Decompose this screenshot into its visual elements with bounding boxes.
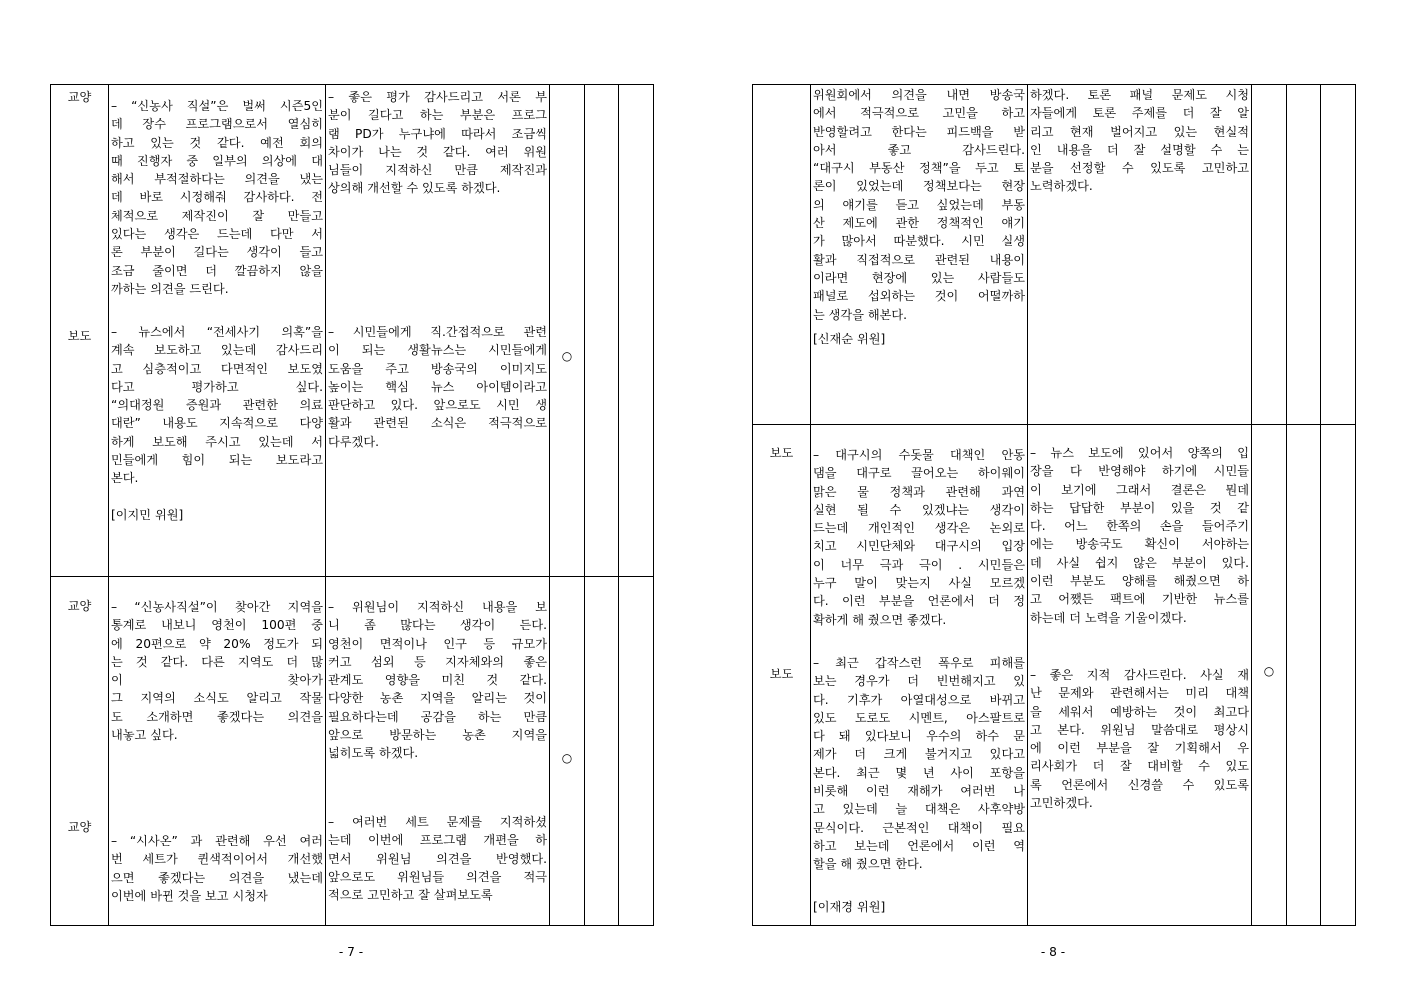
- text-line: 면서 위원님 의견을 반영했다.: [328, 851, 547, 866]
- text-line: 이 보기에 그래서 결론은 뭔데: [1030, 482, 1249, 497]
- text-line: 통계로 내보니 영천이 100편 중: [111, 618, 323, 633]
- text-line: – “신농사직설”이 찾아간 지역을: [111, 600, 323, 614]
- text-line: 는데 이번에 프로그램 개편을 하: [328, 833, 547, 848]
- text-line: 커고 섬외 등 지자체와의 좋은: [328, 654, 547, 669]
- text-line: 도 소개하면 좋겠다는 의견을: [111, 709, 323, 724]
- text-line: – 시민들에게 직.간접적으로 관련: [328, 325, 547, 339]
- text-line: 하고 있는 것 같다. 예전 회의: [111, 135, 323, 150]
- text-line: 민들에게 힘이 되는 보도라고: [111, 453, 323, 468]
- text-line: 산 제도에 관한 정책적인 얘기: [813, 216, 1025, 231]
- blank-cell: [1252, 85, 1287, 425]
- check-mark: ○: [561, 751, 573, 765]
- check-cell: [1252, 425, 1287, 926]
- text-line: 고 심층적이고 다면적인 보도였: [111, 361, 323, 376]
- response-text: [1030, 444, 1249, 627]
- category-label: 교양: [67, 820, 92, 834]
- member-name: [이지민 위원]: [111, 508, 184, 522]
- text-line: 가 많아서 따분했다. 시민 실생: [813, 234, 1025, 249]
- text-line: 고 어쨌든 팩트에 기반한 뉴스를: [1030, 592, 1249, 607]
- text-line: 실현 될 수 있겠냐는 생각이: [813, 502, 1025, 517]
- text-line: 의 얘기를 듣고 싶었는데 부동: [813, 197, 1025, 212]
- text-line: 차이가 나는 것 같다. 여러 위원: [328, 144, 547, 159]
- text-line: 활과 관련된 소식은 적극적으로: [328, 416, 547, 431]
- text-line: 는 것 같다. 다른 지역도 더 많: [111, 654, 323, 669]
- text-line: 분이 길다고 하는 부분은 프로그: [328, 108, 547, 123]
- blank-cell: [1287, 85, 1321, 425]
- text-line: 다. 이런 부분을 언론에서 더 정: [813, 594, 1025, 609]
- response-text: [1030, 86, 1249, 196]
- text-line: 있도 도로도 시멘트, 아스팔트로: [813, 710, 1025, 725]
- text-line: 보는 경우가 더 빈번해지고 있: [813, 674, 1025, 689]
- text-line: – 대구시의 수돗물 대책인 안동: [813, 448, 1025, 462]
- text-line: 에는 방송국도 확신이 서야하는: [1030, 537, 1249, 552]
- category-cell: [753, 425, 811, 926]
- table-row: [753, 425, 1356, 926]
- member-name: [신재순 위원]: [813, 332, 886, 346]
- text-line: 패널로 섭외하는 것이 어떨까하: [813, 289, 1025, 304]
- text-line: – 뉴스에서 “전세사기 의혹”을: [111, 325, 323, 339]
- text-line: 에 20편으로 약 20% 정도가 되: [111, 636, 323, 651]
- text-line: 데 바로 시정해줘 감사하다. 전: [111, 190, 323, 205]
- text-line: 활과 직접적으로 관련된 내용이: [813, 252, 1025, 267]
- page-number: - 7 -: [338, 945, 364, 959]
- text-line: – 좋은 평가 감사드리고 서론 부: [328, 90, 547, 104]
- text-line: 이 찾아가: [111, 673, 323, 688]
- category-cell: [753, 85, 811, 425]
- text-line: 상의해 개선할 수 있도록 하겠다.: [328, 181, 501, 196]
- text-line: 는 생각을 해본다.: [813, 307, 908, 322]
- text-line: 분을 선정할 수 있도록 고민하고: [1030, 161, 1249, 176]
- check-mark: ○: [561, 349, 573, 363]
- text-line: 하게 보도해 주시고 있는데 서: [111, 434, 323, 449]
- text-line: 맑은 물 정책과 관련해 과연: [813, 484, 1025, 499]
- text-line: 다. 기후가 아열대성으로 바뀌고: [813, 692, 1025, 707]
- text-line: 판단하고 있다. 앞으로도 시민 생: [328, 398, 547, 413]
- text-line: 론 부분이 길다는 생각이 들고: [111, 245, 323, 260]
- text-line: 데 사실 쉽지 않은 부분이 있다.: [1030, 555, 1249, 570]
- text-line: 필요하다는데 공감을 하는 만큼: [328, 709, 547, 724]
- text-line: 론이 있었는데 정책보다는 현장: [813, 179, 1025, 194]
- text-line: 체적으로 제작진이 잘 만들고: [111, 208, 323, 223]
- text-line: 다양한 농촌 지역을 알리는 것이: [328, 691, 547, 706]
- opinion-cell: [811, 85, 1028, 425]
- text-line: 록 언론에서 신경쓸 수 있도록: [1030, 777, 1249, 792]
- text-line: 고민하겠다.: [1030, 796, 1093, 811]
- text-line: 이 너무 극과 극이 . 시민들은: [813, 557, 1025, 572]
- text-line: 영천이 면적이나 인구 등 규모가: [328, 636, 547, 651]
- opinion-text: [813, 446, 1025, 629]
- response-cell: [1028, 425, 1252, 926]
- text-line: – 최근 갑작스런 폭우로 피해를: [813, 656, 1025, 670]
- text-line: 넓히도록 하겠다.: [328, 746, 419, 761]
- text-line: 관계도 영향을 미친 것 같다.: [328, 673, 547, 688]
- text-line: 아서 좋고 감사드린다.: [813, 142, 1025, 157]
- text-line: 번 세트가 퀸색적이어서 개선했: [111, 852, 323, 867]
- text-line: – “시사온” 과 관련해 우선 여러: [111, 834, 323, 848]
- text-line: – “신농사 직설”은 벌써 시즌5인: [111, 99, 323, 113]
- text-line: 하는데 더 노력을 기울이겠다.: [1030, 610, 1187, 625]
- text-line: 고 본다. 위원님 말씀대로 평상시: [1030, 722, 1249, 737]
- text-line: 본다.: [111, 471, 139, 486]
- text-line: 반영할려고 한다는 피드백을 받: [813, 124, 1025, 139]
- text-line: 때 진행자 중 일부의 의상에 대: [111, 153, 323, 168]
- blank-cell: [1321, 85, 1356, 425]
- text-line: 자들에게 토론 주제를 더 잘 알: [1030, 106, 1249, 121]
- text-line: 확하게 해 줬으면 좋겠다.: [813, 612, 947, 627]
- text-line: 하겠다. 토론 패널 문제도 시청: [1030, 88, 1249, 102]
- opinion-cell: [811, 425, 1028, 926]
- response-cell: [1028, 85, 1252, 425]
- text-line: “의대정원 증원과 관련한 의료: [111, 398, 323, 413]
- text-line: 문식이다. 근본적인 대책이 필요: [813, 820, 1025, 835]
- blank-cell: [1287, 425, 1321, 926]
- text-line: 해서 부적절하다는 의견을 냈는: [111, 172, 323, 187]
- text-line: 리사회가 더 잘 대비할 수 있도: [1030, 759, 1249, 774]
- text-line: 하고 보는데 언론에서 이런 역: [813, 838, 1025, 853]
- text-line: 다. 어느 한쪽의 손을 들어주기: [1030, 519, 1249, 534]
- category-label: 보도: [769, 667, 794, 681]
- response-text: [1030, 666, 1249, 812]
- text-line: 제가 더 크게 불거지고 있다고: [813, 747, 1025, 762]
- blank-cell: [1321, 425, 1356, 926]
- category-label: 교양: [67, 599, 92, 613]
- text-line: 비롯해 이런 재해가 여러번 나: [813, 784, 1025, 799]
- text-line: 고 있는데 늘 대책은 사후약방: [813, 802, 1025, 817]
- opinion-text: [813, 86, 1025, 324]
- text-line: 조금 줄이면 더 깔끔하지 않을: [111, 263, 323, 278]
- text-line: 인 내용을 더 잘 설명할 수 는: [1030, 142, 1249, 157]
- text-line: – 여러번 세트 문제를 지적하셨: [328, 815, 547, 829]
- text-line: 램 PD가 누구냐에 따라서 조금씩: [328, 126, 547, 141]
- text-line: 위원회에서 의견을 내면 방송국: [813, 88, 1025, 102]
- text-line: 리고 현재 벌어지고 있는 현실적: [1030, 124, 1249, 139]
- text-line: 이런 부분도 양해를 해줬으면 하: [1030, 574, 1249, 589]
- text-line: 노력하겠다.: [1030, 179, 1093, 194]
- text-line: 드는데 개인적인 생각은 논외로: [813, 521, 1025, 536]
- text-line: 님들이 지적하신 만큼 제작진과: [328, 163, 547, 178]
- text-line: – 뉴스 보도에 있어서 양쪽의 입: [1030, 446, 1249, 460]
- member-name: [이재경 위원]: [813, 900, 886, 914]
- text-line: 다고 평가하고 싶다.: [111, 379, 323, 394]
- text-line: 내놓고 싶다.: [111, 728, 178, 743]
- text-line: “대구시 부동산 정책”을 두고 토: [813, 161, 1025, 176]
- text-line: 대란” 내용도 지속적으로 다양: [111, 416, 323, 431]
- text-line: 하는 답답한 부분이 있을 것 같: [1030, 500, 1249, 515]
- text-line: 장을 다 반영해야 하기에 시민들: [1030, 464, 1249, 479]
- text-line: 할을 해 줬으면 한다.: [813, 857, 923, 872]
- text-line: 다 돼 있다보니 우수의 하수 문: [813, 729, 1025, 744]
- text-line: 에 이런 부분을 잘 기획해서 우: [1030, 741, 1249, 756]
- text-line: 누구 말이 맞는지 사실 모르겠: [813, 576, 1025, 591]
- text-line: – 위원님이 지적하신 내용을 보: [328, 600, 547, 614]
- text-line: 도움을 주고 방송국의 이미지도: [328, 361, 547, 376]
- text-line: 그 지역의 소식도 알리고 작물: [111, 691, 323, 706]
- text-line: – 좋은 지적 감사드린다. 사실 재: [1030, 668, 1249, 682]
- text-line: 이번에 바뀐 것을 보고 시청자: [111, 888, 268, 903]
- text-line: 있다는 생각은 드는데 다만 서: [111, 227, 323, 242]
- page-number: - 8 -: [1040, 945, 1066, 959]
- text-line: 앞으로 방문하는 농촌 지역을: [328, 728, 547, 743]
- text-line: 을 세워서 예방하는 것이 최고다: [1030, 704, 1249, 719]
- text-line: 까하는 의견을 드린다.: [111, 281, 229, 296]
- text-line: 에서 적극적으로 고민을 하고: [813, 106, 1025, 121]
- table-row: [753, 85, 1356, 425]
- text-line: 댐을 대구로 끌어오는 하이웨이: [813, 466, 1025, 481]
- text-line: 난 문제와 관련해서는 미리 대책: [1030, 686, 1249, 701]
- text-line: 으면 좋겠다는 의견을 냈는데: [111, 870, 323, 885]
- text-line: 이 되는 생활뉴스는 시민들에게: [328, 343, 547, 358]
- text-line: 계속 보도하고 있는데 감사드리: [111, 343, 323, 358]
- right-review-table: [752, 84, 1356, 926]
- opinion-text: [813, 654, 1025, 874]
- text-line: 니 좀 많다는 생각이 든다.: [328, 618, 547, 633]
- category-label: 보도: [769, 446, 794, 460]
- text-line: 본다. 최근 몇 년 사이 포항을: [813, 765, 1025, 780]
- category-label: 보도: [67, 329, 92, 343]
- check-mark: ○: [1263, 664, 1275, 678]
- text-line: 적으로 고민하고 잘 살펴보도록: [328, 888, 493, 903]
- category-label: 교양: [67, 90, 92, 104]
- text-line: 치고 시민단체와 대구시의 입장: [813, 539, 1025, 554]
- text-line: 앞으로도 위원님들 의견을 적극: [328, 869, 547, 884]
- text-line: 이라면 현장에 있는 사람들도: [813, 270, 1025, 285]
- text-line: 다루겠다.: [328, 434, 379, 449]
- text-line: 데 장수 프로그램으로서 열심히: [111, 117, 323, 132]
- text-line: 높이는 핵심 뉴스 아이템이라고: [328, 379, 547, 394]
